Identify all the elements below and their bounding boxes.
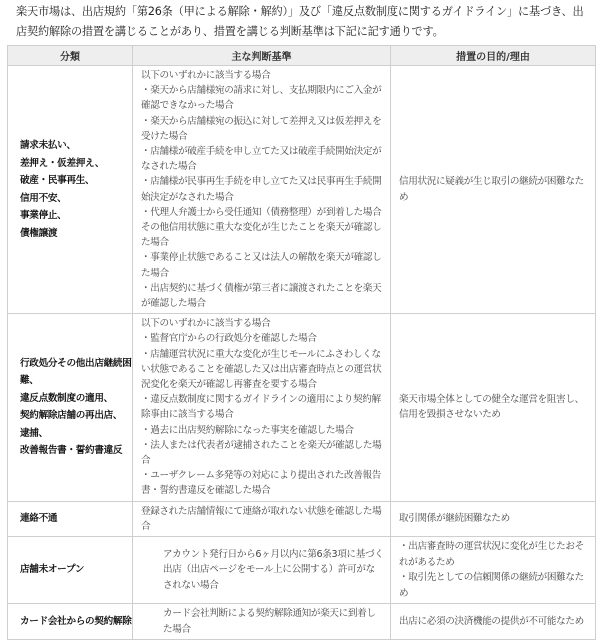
table-row	[8, 501, 596, 536]
criteria-line: ・違反点数制度に関するガイドラインの適用により契約解除事由に該当する場合	[141, 394, 381, 421]
criteria-line: ・法人または代表者が逮捕されたことを楽天が確認した場合	[141, 439, 382, 467]
criteria-line: ・過去に出店契約解除になった事実を確認した場合	[141, 424, 354, 436]
criteria-cell	[133, 66, 391, 314]
criteria-cell	[133, 604, 391, 640]
criteria-line: 以下のいずれかに該当する場合	[141, 70, 271, 81]
criteria-line: 以下のいずれかに該当する場合	[141, 318, 271, 330]
table-header-row	[8, 46, 596, 66]
purpose-line: ・取引先としての信頼関係の継続が困難なため	[399, 572, 584, 599]
category-line: 連絡不通	[20, 513, 58, 525]
category-line: 逮捕、	[20, 427, 48, 439]
criteria-cell	[133, 501, 391, 536]
purpose-line: 取引関係が継続困難なため	[399, 513, 510, 525]
category-line: 事業停止、	[20, 210, 67, 222]
category-cell	[8, 314, 133, 501]
header-purpose: 措置の目的/理由	[391, 46, 596, 66]
category-line: 請求未払い、	[20, 140, 76, 152]
purpose-line: 信用状況に疑義が生じ取引の継続が困難なため	[399, 176, 584, 203]
category-cell	[8, 604, 133, 640]
category-line: 債権譲渡	[20, 227, 58, 239]
criteria-line: ・楽天から店舗様宛の請求に対し、支払期限内にご入金が確認できなかった場合	[141, 85, 382, 112]
category-line: 破産・民事再生、	[20, 175, 95, 187]
category-cell	[8, 537, 133, 604]
criteria-line: ・ユーザクレーム多発等の対応により提出された改善報告書・誓約書違反を確認した場合	[141, 470, 381, 497]
criteria-line: ・出店契約に基づく債権が第三者に譲渡されたことを楽天が確認した場合	[141, 282, 382, 310]
table-row	[8, 537, 596, 604]
header-criteria: 主な判断基準	[133, 46, 391, 66]
purpose-cell	[391, 537, 596, 604]
criteria-line: ・事業停止状態であること又は法人の解散を楽天が確認した場合	[141, 252, 382, 279]
criteria-line: 登録された店舗情報にて連絡が取れない状態を確認した場合	[141, 505, 382, 532]
table-row	[8, 604, 596, 640]
criteria-line: ・楽天から店舗様宛の振込に対して差押え又は仮差押えを受けた場合	[141, 115, 382, 142]
criteria-line: ・店舗運営状況に重大な変化が生じモールにふさわしくない状態であることを確認した又は出店審査時点との運営状況変化を楽天が確認し再審査を要する場合	[141, 348, 382, 391]
purpose-line: ・出店審査時の運営状況に変化が生じたおそれがあるため	[399, 541, 584, 568]
criteria-line: ・店舗様が民事再生手続を申し立てた又は民事再生手続開始決定がなされた場合	[141, 176, 382, 203]
criteria-line: アカウント発行日から6ヶ月以内に第6条3項に基づく出店（出店ページをモール上に公開する）許可がなされない場合	[163, 549, 384, 591]
purpose-cell	[391, 66, 596, 314]
category-cell	[8, 501, 133, 536]
category-line: 差押え・仮差押え、	[20, 157, 105, 169]
category-line: 信用不安、	[20, 192, 67, 204]
category-line: 契約解除店舗の再出店、	[20, 410, 123, 422]
category-line: 改善報告書・誓約書違反	[20, 445, 123, 457]
header-category: 分類	[8, 46, 133, 66]
category-line: 店舗未オープン	[20, 564, 85, 576]
criteria-cell	[133, 314, 391, 501]
purpose-line: 楽天市場全体としての健全な運営を阻害し、信用を毀損させないため	[399, 393, 584, 421]
category-line: 違反点数制度の適用、	[20, 392, 113, 404]
termination-criteria-table	[7, 45, 596, 640]
purpose-cell	[391, 314, 596, 501]
category-cell	[8, 66, 133, 314]
purpose-cell	[391, 501, 596, 536]
criteria-line: カード会社判断による契約解除通知が楽天に到着した場合	[163, 608, 376, 635]
table-row	[8, 314, 596, 501]
purpose-line: 出店に必須の決済機能の提供が不可能なため	[399, 615, 584, 627]
criteria-cell	[133, 537, 391, 604]
criteria-line: ・監督官庁からの行政処分を確認した場合	[141, 333, 317, 345]
table-row	[8, 66, 596, 314]
purpose-cell	[391, 604, 596, 640]
criteria-line: ・代理人弁護士から受任通知（債務整理）が到着した場合その他信用状態に重大な変化が生じたことを楽天が確認した場合	[141, 206, 382, 249]
category-line: 行政処分その他出店継続困難、	[20, 357, 132, 387]
intro-paragraph: 楽天市場は、出店規約「第26条（甲による解除・解約）」及び「違反点数制度に関するガイドライン」に基づき、出店契約解除の措置を講じることがあり、措置を講じる判断基準は下記に記す通りです。	[16, 5, 584, 38]
criteria-line: ・店舗様が破産手続を申し立てた又は破産手続開始決定がなされた場合	[141, 146, 382, 173]
category-line: カード会社からの契約解除	[20, 615, 132, 627]
